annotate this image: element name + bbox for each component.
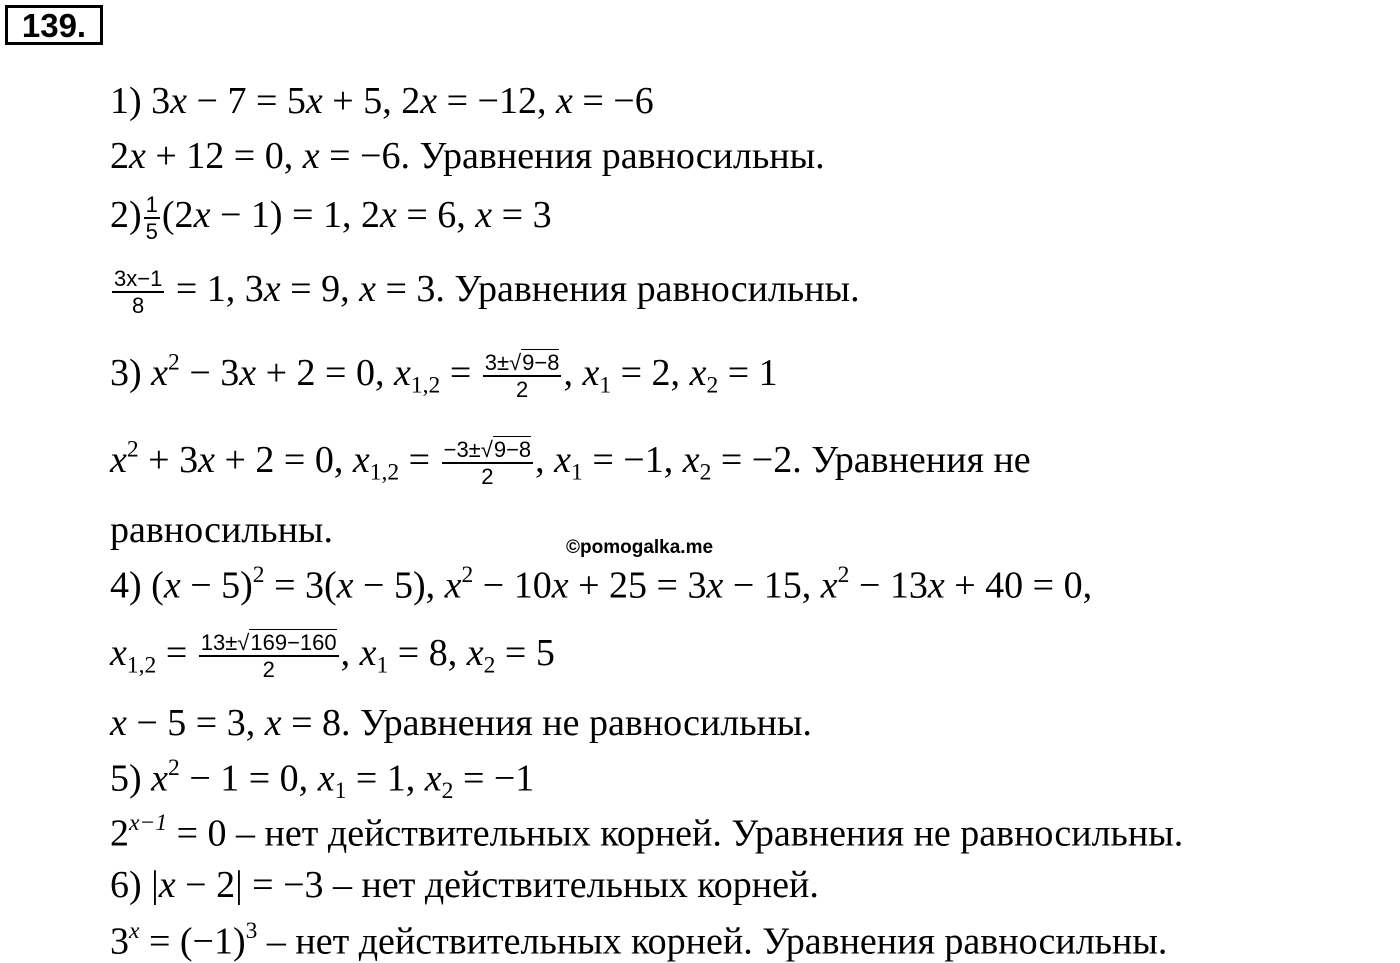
- solution-line-12: $2^{x-1} = 0$ – нет действительных корней. Уравнения не равносильны.: [110, 810, 1184, 855]
- solution-line-7: равносильны.: [110, 509, 333, 551]
- fraction: $\frac{-3\pm√9-8}{2}$: [443, 437, 532, 490]
- fraction: $\frac{3\pm√9-8}{2}$: [484, 350, 560, 403]
- solution-line-5: 3) $x^2 - 3x + 2 = 0$, x1,2 = $\frac{3\pm√9-8}{2}$ , x1 = 2, x2 = 1: [110, 349, 778, 403]
- solution-line-10: x − 5 = 3, x = 8. Уравнения не равносильны.: [110, 702, 812, 744]
- fraction: $\frac{13\pm√169-160}{2}$: [200, 630, 337, 683]
- solution-line-2: 2x + 12 = 0, x = −6. Уравнения равносильны.: [110, 135, 825, 177]
- solution-line-4: $\frac{3x-1}{8}$ = 1, 3x = 9, x = 3. Уравнения равносильны.: [114, 266, 860, 319]
- solution-line-6: $x^2 + 3x + 2 = 0$, x1,2 = $\frac{-3\pm√9-8}{2}$ , x1 = −1, x2 = −2. Уравнения не: [110, 436, 1031, 490]
- fraction: $\frac{3x-1}{8}$: [114, 266, 163, 319]
- watermark: ©pomogalka.me: [566, 537, 714, 558]
- problem-number: 139.: [5, 5, 103, 45]
- solution-line-9: x1,2 = $\frac{13\pm√169-160}{2}$ , x1 = 8, x2 = 5: [110, 630, 555, 683]
- solution-line-8: 4) $(x - 5)^2 = 3(x - 5)$, $x^2 - 10x + 25 = 3x - 15$, $x^2 - 13x + 40 = 0$,: [110, 562, 1093, 607]
- fraction: $\frac{1}{5}$: [145, 192, 158, 245]
- solution-line-13: 6) |x − 2| = −3 – нет действительных корней.: [110, 864, 819, 906]
- solution-line-11: 5) $x^2 - 1 = 0$, x1 = 1, x2 = −1: [110, 755, 535, 804]
- solution-line-1: 1) 3x − 7 = 5x + 5, 2x = −12, x = −6: [110, 80, 654, 122]
- solution-line-14: $3^x = (-1)^3$ – нет действительных корней. Уравнения равносильны.: [110, 918, 1168, 963]
- solution-line-3: 2) $\frac{1}{5}$ (2x − 1) = 1, 2x = 6, x = 3: [110, 192, 552, 245]
